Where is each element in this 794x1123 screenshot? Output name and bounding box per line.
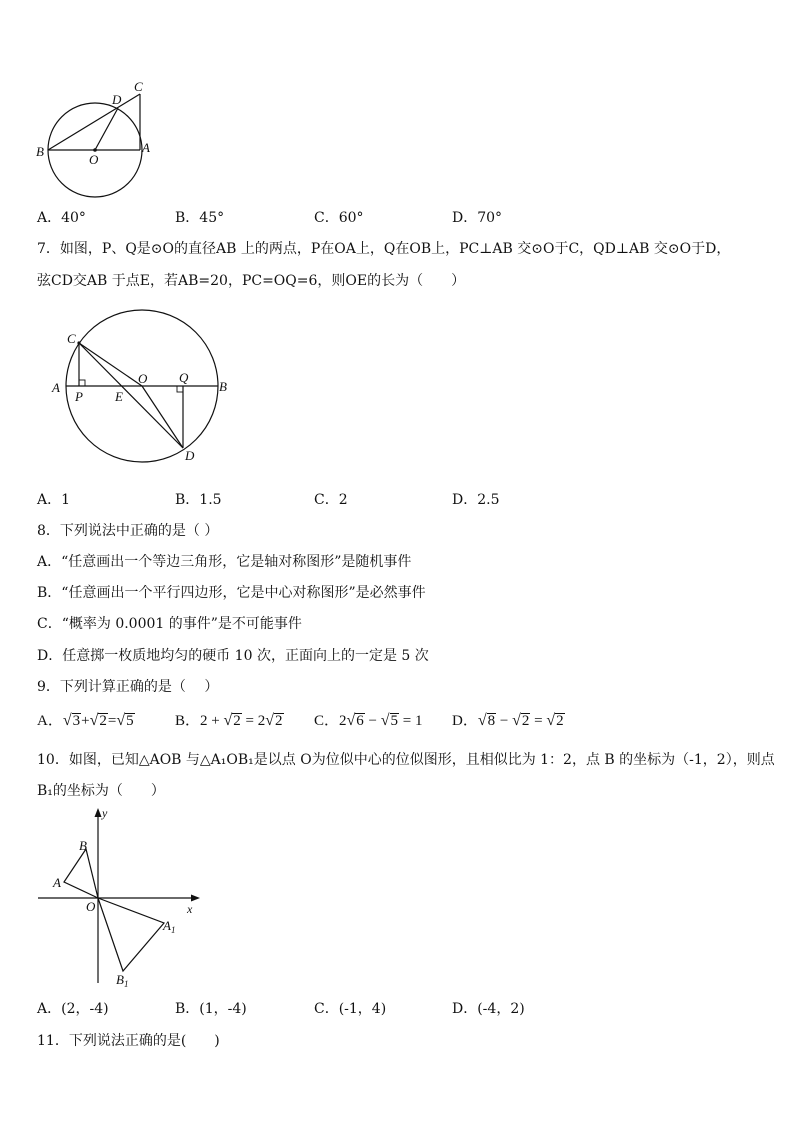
q9-option-d: D．√8 − √2 = √2	[452, 712, 564, 729]
fig10-label-y: y	[102, 806, 108, 820]
q6-figure	[30, 76, 160, 206]
q6-option-c: C．60°	[314, 210, 364, 226]
q9-c-result: = 1	[399, 713, 423, 729]
q10-figure	[34, 803, 214, 993]
q9-b-term-1: 2 +	[200, 713, 224, 729]
fig7-label-D: D	[185, 448, 195, 463]
q10-stem-line2: B₁的坐标为（ ）	[37, 783, 165, 799]
q9-d-radicand-2: 2	[521, 713, 530, 729]
q9-option-a-label: A．	[37, 713, 63, 729]
q9-c-op: −	[364, 713, 381, 729]
q9-d-op: −	[496, 713, 513, 729]
q7-figure	[44, 305, 244, 475]
q9-option-c: C．2√6 − √5 = 1	[314, 712, 423, 729]
fig10-label-A1-letter: A	[163, 918, 171, 933]
fig10-label-B: B	[79, 838, 87, 853]
q7-option-b: B．1.5	[175, 492, 222, 508]
q10-option-d: D．(-4，2)	[452, 1001, 525, 1017]
q6-option-b: B．45°	[175, 210, 225, 226]
fig6-label-O: O	[89, 152, 99, 167]
q9-a-radicand-2: 2	[99, 713, 107, 729]
q7-option-d: D．2.5	[452, 492, 500, 508]
q9-c-coef: 2	[339, 713, 347, 729]
q8-option-b: B．“任意画出一个平行四边形，它是中心对称图形”是必然事件	[37, 585, 426, 601]
q9-option-d-label: D．	[452, 713, 478, 729]
q9-c-radicand-2: 5	[390, 713, 399, 729]
q9-a-op-2: =	[107, 713, 117, 729]
fig6-label-C: C	[134, 79, 143, 94]
q7-option-c: C．2	[314, 492, 348, 508]
q6-option-a: A．40°	[37, 210, 86, 226]
fig7-label-O: O	[138, 371, 148, 386]
q8-option-c: C．“概率为 0.0001 的事件”是不可能事件	[37, 616, 302, 632]
q9-d-eq: =	[530, 713, 547, 729]
q9-option-c-label: C．	[314, 713, 340, 729]
fig10-label-B1-sub: 1	[123, 979, 129, 989]
fig6-label-A: A	[142, 140, 150, 155]
q9-a-op-1: +	[81, 713, 90, 729]
fig10-label-A1-sub: 1	[170, 925, 176, 935]
fig7-label-C: C	[67, 331, 76, 346]
q10-option-c: C．(-1，4)	[314, 1001, 387, 1017]
q9-a-radicand-3: 5	[126, 713, 134, 729]
q9-b-radicand-1: 2	[233, 713, 241, 729]
q9-d-radicand-3: 2	[556, 713, 564, 729]
q9-a-radicand-1: 3	[72, 713, 81, 729]
q9-option-a: A．√3+√2=√5	[37, 712, 134, 729]
q10-option-b: B．(1，-4)	[175, 1001, 247, 1017]
fig10-label-A: A	[53, 875, 61, 890]
q8-option-a: A．“任意画出一个等边三角形，它是轴对称图形”是随机事件	[37, 554, 412, 570]
q10-stem-line1: 10．如图，已知△AOB 与△A₁OB₁是以点 O为位似中心的位似图形，且相似比为 1：2，点 B 的坐标为（-1，2），则点	[37, 752, 775, 768]
q7-stem-line2: 弦CD交AB 于点E，若AB=20，PC=OQ=6，则OE的长为（ ）	[37, 273, 466, 289]
fig10-label-B1-letter: B	[116, 972, 124, 987]
q9-option-b: B．2 + √2 = 2√2	[175, 712, 283, 729]
q9-d-radicand-1: 8	[487, 713, 496, 729]
fig7-label-E: E	[115, 389, 123, 404]
q6-option-d: D．70°	[452, 210, 503, 226]
q9-c-radicand-1: 6	[356, 713, 364, 729]
fig6-label-D: D	[112, 92, 122, 107]
fig7-label-B: B	[219, 379, 227, 394]
fig7-label-A: A	[52, 380, 60, 395]
fig10-label-O: O	[86, 899, 96, 914]
q10-option-a: A．(2，-4)	[37, 1001, 109, 1017]
q7-stem-line1: 7．如图，P、Q是⊙O的直径AB 上的两点，P在OA上，Q在OB上，PC⊥AB 交⊙O于C，QD⊥AB 交⊙O于D，	[37, 241, 731, 257]
fig7-label-Q: Q	[179, 370, 189, 385]
q9-b-radicand-2: 2	[275, 713, 283, 729]
q9-b-term-2: = 2	[241, 713, 266, 729]
q9-stem: 9．下列计算正确的是（ ）	[37, 679, 219, 695]
fig10-label-B1	[116, 972, 128, 989]
fig7-label-P: P	[75, 389, 83, 404]
q8-stem: 8．下列说法中正确的是（ ）	[37, 523, 219, 539]
fig10-label-x: x	[187, 902, 193, 916]
fig6-label-B: B	[36, 144, 44, 159]
q8-option-d: D．任意掷一枚质地均匀的硬币 10 次，正面向上的一定是 5 次	[37, 648, 429, 664]
q9-option-b-label: B．	[175, 713, 201, 729]
fig10-label-A1	[162, 918, 175, 935]
q11-stem: 11．下列说法正确的是( )	[37, 1033, 220, 1049]
q7-option-a: A．1	[37, 492, 71, 508]
